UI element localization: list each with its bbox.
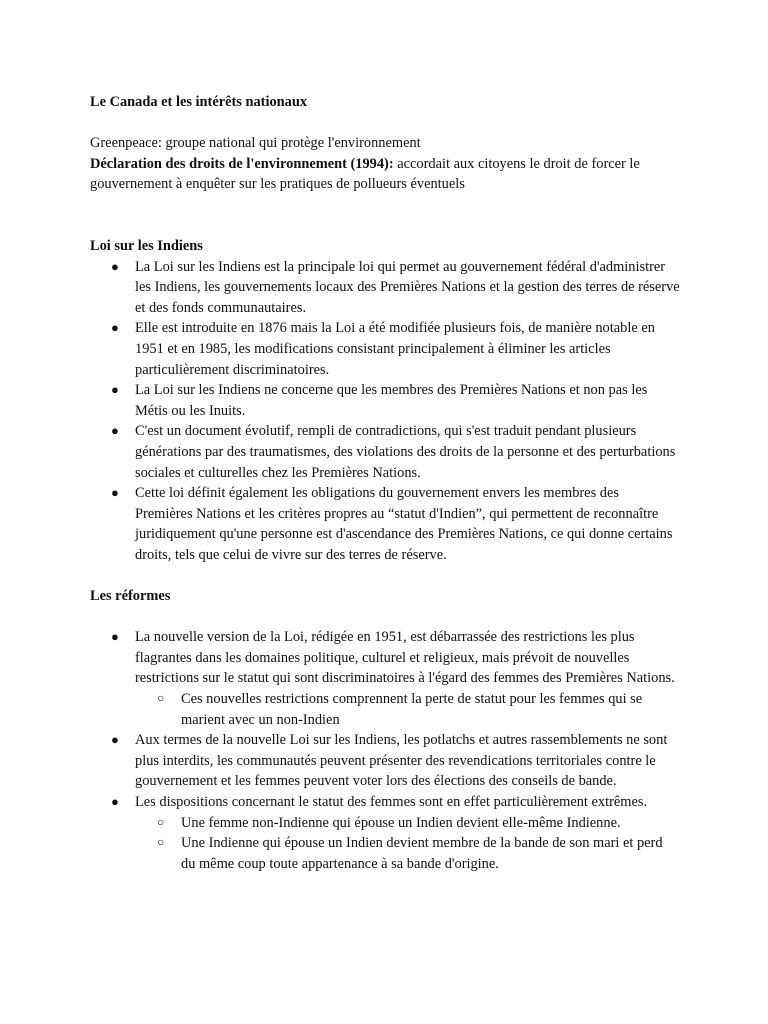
bullet-icon: ●: [111, 258, 119, 274]
section-title-reformes: Les réformes: [90, 588, 171, 605]
list-item: [90, 318, 680, 380]
list-item: [90, 792, 680, 874]
list-item: [90, 380, 680, 421]
declaration-text: accordait aux citoyens le droit de forcer le gouvernement à enquêter sur les pratiques de pollueurs éventuels: [90, 155, 640, 193]
list-item-text: La nouvelle version de la Loi, rédigée en 1951, est débarrassée des restrictions les plus flagrantes dans les domaines politique, culturel et religieux, mais prévoit de nouvelles restrictions sur le statut qui sont discriminatoires à l'égard des femmes des Premières Nations.: [135, 629, 675, 687]
list-item: [90, 483, 680, 565]
sub-list-item: [135, 689, 680, 730]
bullet-icon: ●: [111, 382, 119, 398]
bullet-icon: ●: [111, 629, 119, 645]
bullet-icon: ●: [111, 732, 119, 748]
bullet-icon: ●: [111, 423, 119, 439]
spacer: [90, 195, 680, 236]
sub-list-item: [135, 813, 680, 834]
spacer: [90, 607, 680, 628]
declaration-label: Déclaration des droits de l'environnement (1994):: [90, 155, 394, 172]
section-title-canada: Le Canada et les intérêts nationaux: [90, 94, 308, 110]
list-item: [90, 421, 680, 483]
sub-list-item-text: Une Indienne qui épouse un Indien devient membre de la bande de son mari et perd du même coup toute appartenance à sa bande d'origine.: [181, 835, 663, 872]
bullet-icon: ●: [111, 485, 119, 501]
list-item-text: Elle est introduite en 1876 mais la Loi a été modifiée plusieurs fois, de manière notable en 1951 et en 1985, les modifications consistant principalement à éliminer les articles particulièrement discriminatoires.: [135, 320, 655, 378]
list-item: [90, 627, 680, 730]
reformes-list: [90, 627, 680, 874]
spacer: [90, 565, 680, 586]
list-item-text: Les dispositions concernant le statut des femmes sont en effet particulièrement extrêmes.: [135, 794, 648, 810]
sub-list: [135, 689, 680, 730]
loi-indiens-list: [90, 257, 680, 566]
hollow-bullet-icon: ○: [157, 691, 165, 706]
list-item: [90, 257, 680, 319]
spacer: [90, 113, 680, 134]
list-item-text: La Loi sur les Indiens est la principale loi qui permet au gouvernement fédéral d'administrer les Indiens, les gouvernements locaux des Premières Nations et la gestion des terres de réserve et des fonds communautaires.: [135, 258, 680, 316]
bullet-icon: ●: [111, 794, 119, 809]
list-item-text: La Loi sur les Indiens ne concerne que les membres des Premières Nations et non pas les Métis ou les Inuits.: [135, 382, 648, 419]
section-title-loi-indiens: Loi sur les Indiens: [90, 237, 203, 254]
list-item-text: C'est un document évolutif, rempli de contradictions, qui s'est traduit pendant plusieurs générations par des traumatismes, des violations des droits de la personne et des perturbations sociales et culturelles chez les Premières Nations.: [135, 423, 676, 481]
list-item-text: Aux termes de la nouvelle Loi sur les Indiens, les potlatchs et autres rassemblements ne sont plus interdits, les communautés peuvent présenter des revendications territoriales contre le gouvernement et les femmes peuvent voter lors des élections des conseils de bande.: [135, 732, 668, 790]
sub-list: [135, 813, 680, 875]
declaration-paragraph: [90, 154, 680, 195]
greenpeace-line: Greenpeace: groupe national qui protège l'environnement: [90, 135, 421, 152]
sub-list-item-text: Ces nouvelles restrictions comprennent la perte de statut pour les femmes qui se marient avec un non-Indien: [181, 691, 643, 728]
sub-list-item: [135, 833, 680, 874]
bullet-icon: ●: [111, 320, 119, 336]
document-body: [90, 92, 680, 874]
list-item-text: Cette loi définit également les obligations du gouvernement envers les membres des Premières Nations et les critères propres au “statut d'Indien”, qui permettent de reconnaître juridiquement qu'une personne est d'ascendance des Premières Nations, ce qui donne certains droits, tels que celui de vivre sur des terres de réserve.: [135, 485, 673, 563]
hollow-bullet-icon: ○: [157, 835, 165, 850]
hollow-bullet-icon: ○: [157, 814, 165, 829]
list-item: [90, 730, 680, 792]
sub-list-item-text: Une femme non-Indienne qui épouse un Indien devient elle-même Indienne.: [181, 814, 621, 831]
